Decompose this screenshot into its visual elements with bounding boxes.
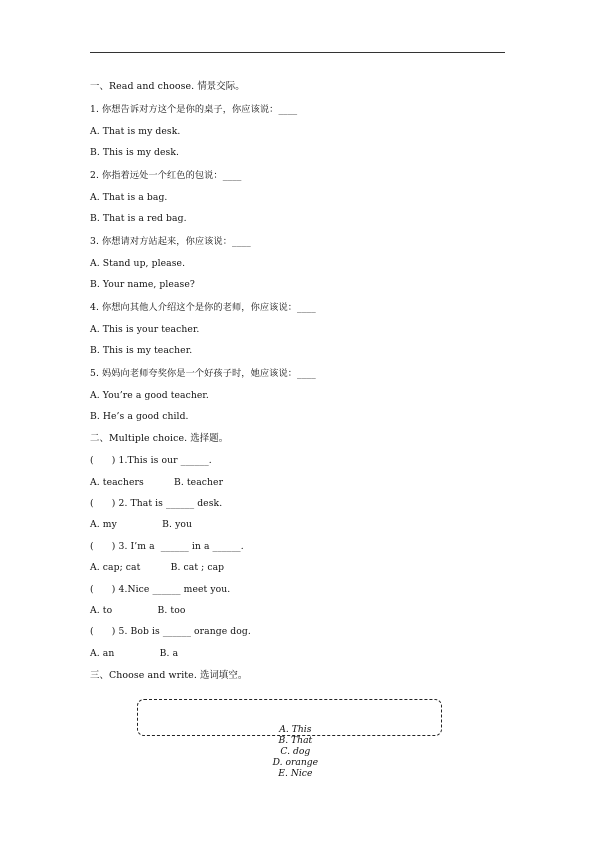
header-rule [90,52,505,53]
part1-question-2: 2. 你指着远处一个红色的包说：____ [90,170,242,181]
word-box [137,699,442,779]
part1-option-4b: B. This is my teacher. [90,345,193,356]
section-3-heading: 三、Choose and write. 选词填空。 [90,670,248,681]
part1-option-1a: A. That is my desk. [90,126,181,137]
word-option-b: B. That [278,735,313,746]
part2-question-5: ( ) 5. Bob is ______ orange dog. [90,626,251,637]
section-2-heading: 二、Multiple choice. 选择题。 [90,433,229,444]
part2-question-4: ( ) 4.Nice ______ meet you. [90,584,231,595]
part2-question-2: ( ) 2. That is ______ desk. [90,498,223,509]
part1-option-5a: A. You’re a good teacher. [90,390,209,401]
part2-options-4: A. to B. too [90,605,186,616]
part1-option-3a: A. Stand up, please. [90,258,186,269]
part2-question-3: ( ) 3. I’m a ______ in a ______. [90,541,244,552]
part1-option-2a: A. That is a bag. [90,192,168,203]
word-option-e: E. Nice [278,768,313,779]
part1-question-5: 5. 妈妈向老师夸奖你是一个好孩子时，她应该说：____ [90,368,316,379]
part1-question-4: 4. 你想向其他人介绍这个是你的老师，你应该说：____ [90,302,316,313]
part2-options-5: A. an B. a [90,648,179,659]
part2-options-1: A. teachers B. teacher [90,477,224,488]
section-1-heading: 一、Read and choose. 情景交际。 [90,81,245,92]
part1-question-3: 3. 你想请对方站起来，你应该说：____ [90,236,251,247]
word-option-c: C. dog [280,746,311,757]
part1-option-3b: B. Your name, please? [90,279,195,290]
part2-question-1: ( ) 1.This is our ______. [90,455,212,466]
word-option-a: A. This [279,724,312,735]
part1-option-5b: B. He’s a good child. [90,411,189,422]
part1-option-4a: A. This is your teacher. [90,324,200,335]
part2-options-2: A. my B. you [90,519,193,530]
part2-options-3: A. cap; cat B. cat ; cap [90,562,225,573]
word-box-items [138,713,441,790]
part1-option-2b: B. That is a red bag. [90,213,187,224]
word-option-d: D. orange [272,757,319,768]
part1-question-1: 1. 你想告诉对方这个是你的桌子，你应该说：____ [90,104,298,115]
part1-option-1b: B. This is my desk. [90,147,180,158]
